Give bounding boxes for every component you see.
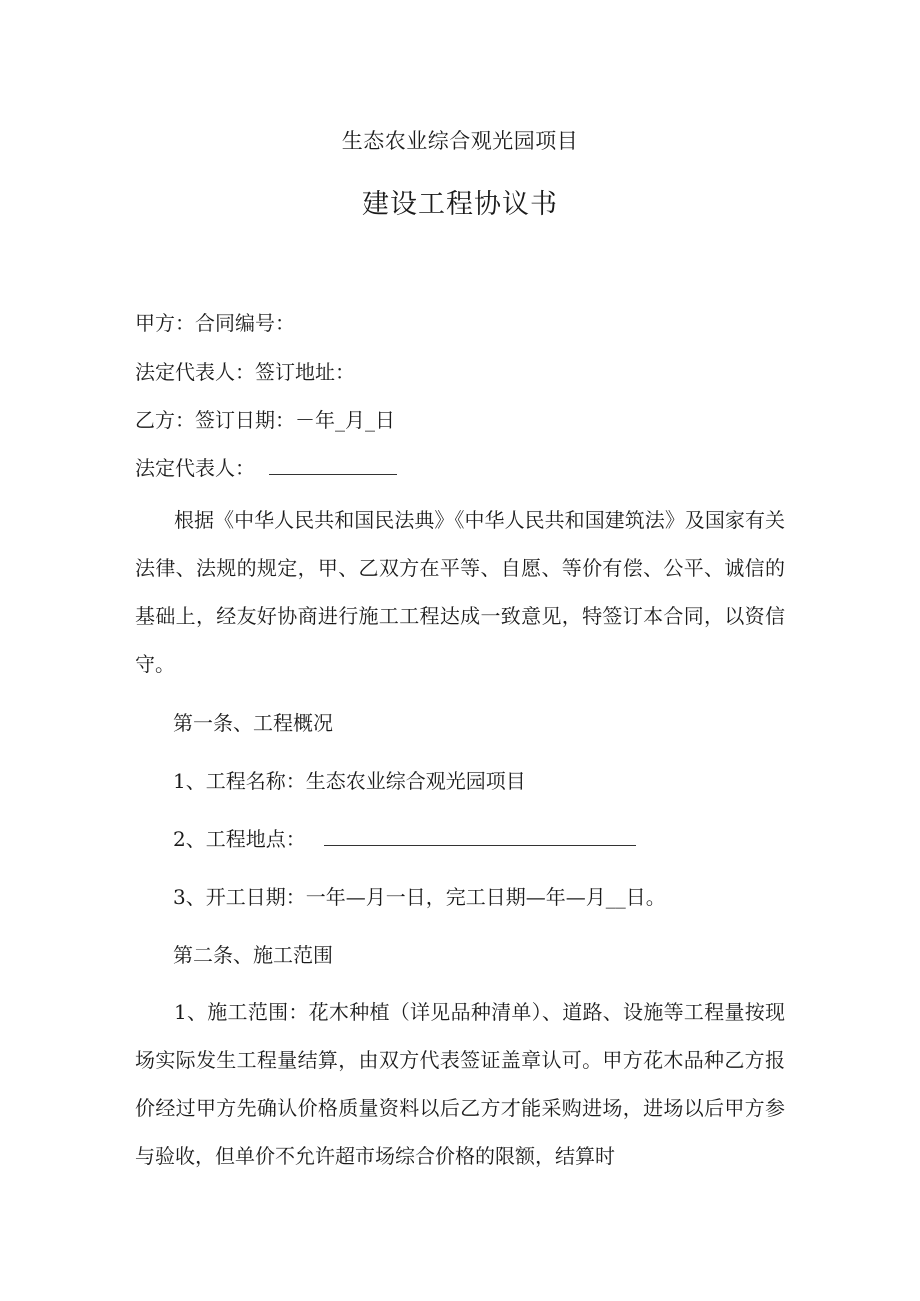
document-subtitle: 生态农业综合观光园项目 xyxy=(341,129,579,153)
item-project-name: 1、工程名称：生态农业综合观光园项目 xyxy=(173,769,526,793)
representative-address-line: 法定代表人：签订地址： xyxy=(135,360,355,384)
party-b-line: 乙方：签订日期：－年_月_日 xyxy=(135,408,395,432)
representative-line xyxy=(135,453,397,483)
representative-label: 法定代表人： xyxy=(135,456,255,480)
party-a-line: 甲方：合同编号： xyxy=(135,311,295,335)
intro-paragraph: 根据《中华人民共和国民法典》《中华人民共和国建筑法》及国家有关法律、法规的规定，甲、乙双方在平等、自愿、等价有偿、公平、诚信的基础上，经友好协商进行施工工程达成一致意见，特签订本合同，以资信守。 xyxy=(135,508,785,676)
project-location-label: 2、工程地点： xyxy=(173,827,306,851)
item-project-location xyxy=(173,824,636,854)
document-title: 建设工程协议书 xyxy=(362,189,558,220)
representative-blank xyxy=(269,456,397,475)
project-location-blank xyxy=(324,827,636,846)
article-2-title: 第二条、施工范围 xyxy=(173,943,333,967)
item-dates: 3、开工日期：一年—月一日，完工日期—年—月__日。 xyxy=(173,885,666,909)
article-1-title: 第一条、工程概况 xyxy=(173,711,333,735)
scope-paragraph: 1、施工范围：花木种植（详见品种清单）、道路、设施等工程量按现场实际发生工程量结算，由双方代表签证盖章认可。甲方花木品种乙方报价经过甲方先确认价格质量资料以后乙方才能采购进场，进场以后甲方参与验收，但单价不允许超市场综合价格的限额，结算时 xyxy=(135,1000,785,1168)
